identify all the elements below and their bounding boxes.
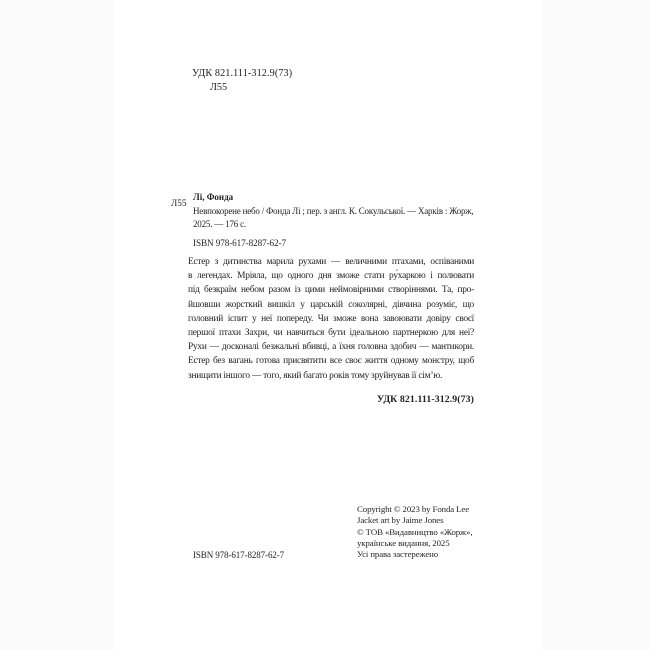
annotation-line: Естер без вагань готова присвятити все своє життя одному монстру, щоб xyxy=(188,356,474,367)
imprint-block xyxy=(357,504,472,561)
isbn-bottom: ISBN 978-617-8287-62-7 xyxy=(193,550,285,560)
catalog-description-line: 2025. — 176 с. xyxy=(193,219,246,230)
copyright-line: Copyright © 2023 by Fonda Lee xyxy=(357,504,470,514)
annotation-line: Естер з дитинства марила рухами — величними птахами, оспіваними xyxy=(188,257,474,267)
catalog-author: Лі, Фонда xyxy=(193,192,234,202)
annotation-line: першої птахи Захри, чи навчиться бути ідеальною партнеркою для неї? xyxy=(188,328,474,339)
udk-classification-bottom: УДК 821.111-312.9(73) xyxy=(377,394,474,405)
annotation-line: йшовши жорсткий вишкіл у царській соколярні, дівчина розуміє, що xyxy=(188,299,474,310)
author-sign-margin: Л55 xyxy=(171,198,187,208)
page-left-edge-shadow xyxy=(0,0,113,650)
jacket-art-line: Jacket art by Jaime Jones xyxy=(357,515,444,526)
annotation-line: під безкраїм небом разом із цими неймовірними створіннями. Та, про- xyxy=(188,285,474,296)
catalog-card xyxy=(193,191,483,232)
catalog-description-line: Невпокорене небо / Фонда Лі ; пер. з англ. К. Сокульської. — Харків : Жорж, xyxy=(193,205,474,216)
annotation-line: головний іспит у неї попереду. Чи зможе вона завоювати довіру своєї xyxy=(188,313,474,324)
annotation-line: знищити іншого — того, який багато років тому зруйнував її сім’ю. xyxy=(188,370,443,381)
page-right-edge-shadow xyxy=(541,0,650,650)
isbn-top: ISBN 978-617-8287-62-7 xyxy=(193,238,286,248)
annotation-line: Рухи — досконалі безжальні вбивці, а їхня головна здобич — мантикори. xyxy=(188,342,474,353)
annotation-line: в легендах. Мріяла, що одного дня зможе стати ру́харкою і полювати xyxy=(188,271,474,282)
author-sign-top: Л55 xyxy=(210,82,228,93)
edition-line: українське видання, 2025 xyxy=(357,538,450,549)
publisher-line: © ТОВ «Видавництво «Жорж», xyxy=(357,526,473,537)
annotation-paragraph xyxy=(188,255,474,383)
rights-line: Усі права застережено xyxy=(357,549,439,560)
udk-classification-top: УДК 821.111-312.9(73) xyxy=(192,68,293,79)
